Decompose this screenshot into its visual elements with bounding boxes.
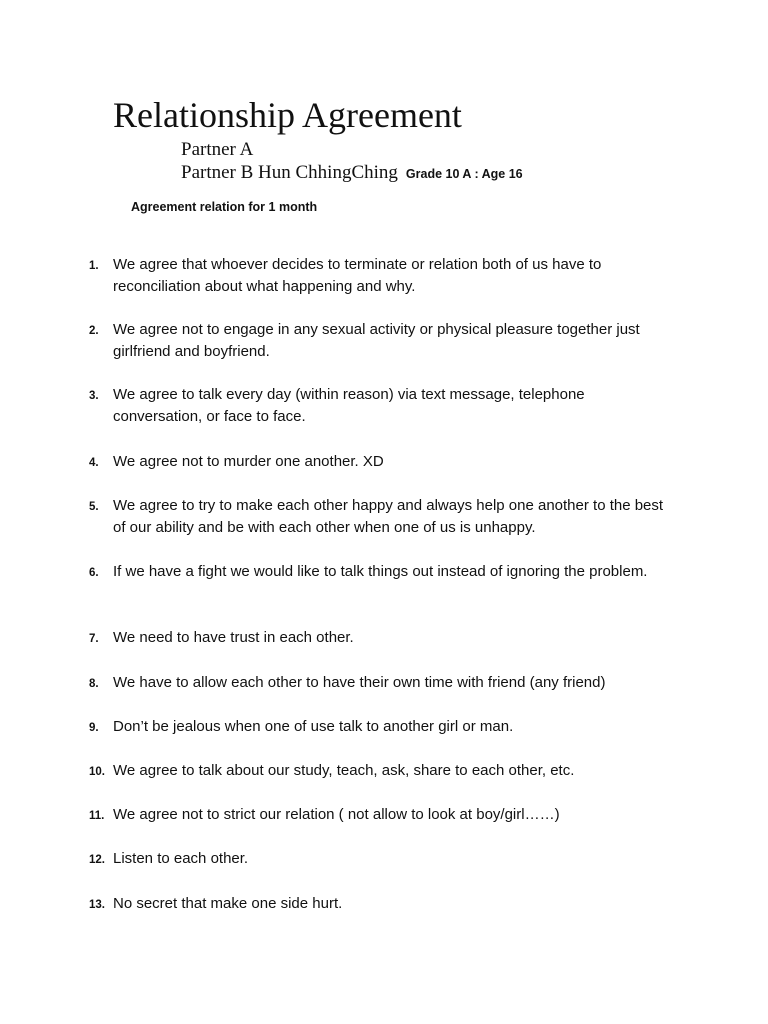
- item-number: 10.: [89, 766, 105, 778]
- item-text: We agree to talk about our study, teach, ask, share to each other, etc.: [113, 762, 575, 779]
- item-number: 2.: [89, 325, 99, 337]
- document-title: Relationship Agreement: [113, 95, 462, 135]
- item-number: 3.: [89, 390, 99, 402]
- item-number: 13.: [89, 899, 105, 911]
- item-number: 5.: [89, 501, 99, 513]
- partner-a-line: Partner A: [181, 139, 254, 160]
- item-text: We agree not to engage in any sexual activity or physical pleasure together just girlfriend and boyfriend.: [113, 321, 640, 360]
- item-text: We agree not to strict our relation ( not allow to look at boy/girl……): [113, 806, 560, 823]
- item-number: 11.: [89, 810, 105, 822]
- item-text: Don’t be jealous when one of use talk to another girl or man.: [113, 718, 514, 735]
- item-text: If we have a fight we would like to talk things out instead of ignoring the problem.: [113, 563, 648, 580]
- item-text: We agree to talk every day (within reason) via text message, telephone conversation, or face to face.: [113, 386, 585, 425]
- item-text: We agree not to murder one another. XD: [113, 453, 384, 470]
- item-text: Listen to each other.: [113, 850, 249, 867]
- grade-age: Grade 10 A : Age 16: [405, 167, 523, 181]
- item-number: 9.: [89, 722, 99, 734]
- partner-b-name: Partner B Hun ChhingChing: [181, 162, 398, 183]
- item-number: 7.: [89, 633, 99, 645]
- partner-b-line: [181, 161, 523, 186]
- item-text: We need to have trust in each other.: [113, 629, 354, 646]
- item-number: 8.: [89, 678, 99, 690]
- item-number: 12.: [89, 854, 105, 866]
- item-text: We agree that whoever decides to terminate or relation both of us have to reconciliation about what happening and why.: [113, 256, 602, 295]
- agreement-subtitle: Agreement relation for 1 month: [131, 200, 318, 214]
- item-text: We have to allow each other to have their own time with friend (any friend): [113, 674, 606, 691]
- item-text: No secret that make one side hurt.: [113, 895, 343, 912]
- item-text: We agree to try to make each other happy and always help one another to the best of our ability and be with each other when one of us is unhappy.: [113, 497, 664, 536]
- item-number: 1.: [89, 260, 99, 272]
- item-number: 6.: [89, 567, 99, 579]
- item-number: 4.: [89, 457, 99, 469]
